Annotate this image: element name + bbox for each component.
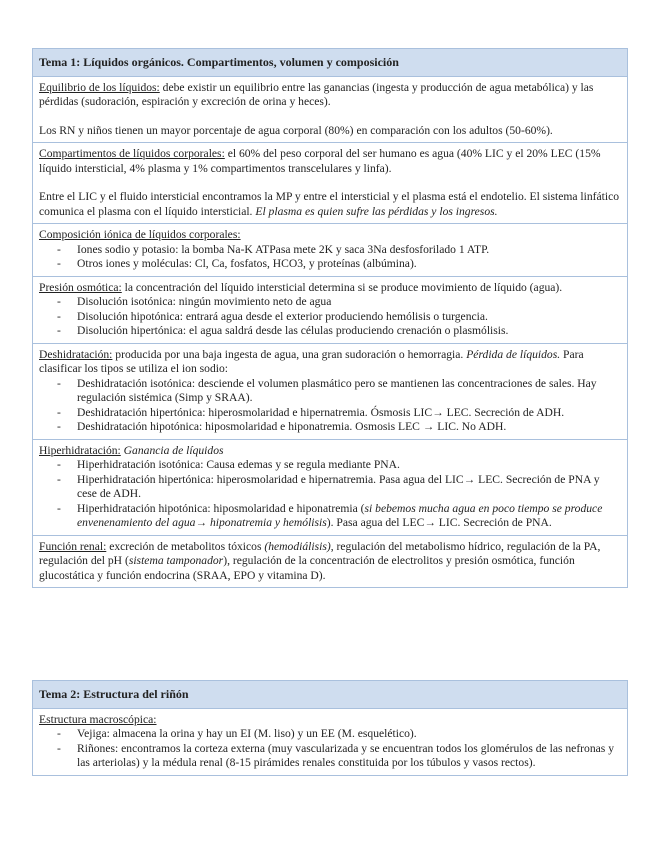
tema1-title: Tema 1: Líquidos orgánicos. Compartimentos, volumen y composición <box>33 49 627 77</box>
list-item: - Deshidratación hipotónica: hiposmolaridad e hiponatremia. Osmosis LEC → LIC. No ADH. <box>57 420 621 435</box>
hiperhidratacion-heading-italic: Ganancia de líquidos <box>120 443 224 457</box>
funcion-i1: (hemodiálisis) <box>264 539 331 553</box>
compartimentos-heading: Compartimentos de líquidos corporales: <box>39 147 225 160</box>
list-item: - Otros iones y moléculas: Cl, Ca, fosfatos, HCO3, y proteínas (albúmina). <box>57 257 621 272</box>
section-presion <box>33 276 627 343</box>
section-equilibrio <box>33 77 627 143</box>
composicion-heading: Composición iónica de líquidos corporales: <box>39 228 241 241</box>
macro-heading: Estructura macroscópica: <box>39 712 157 726</box>
list-item <box>57 502 621 531</box>
list-item: - Disolución hipertónica: el agua saldrá desde las células produciendo crenación o plasmólisis. <box>57 324 621 339</box>
presion-text: la concentración del líquido intersticial determina si se produce movimiento de líquido (agua). <box>121 280 563 294</box>
equilibrio-text: debe existir un equilibrio entre las ganancias (ingesta y producción de agua metabólica) y las pérdidas (sudoración, espiración y excreción de orina y heces). <box>39 80 594 108</box>
section-hiperhidratacion <box>33 439 627 535</box>
macro-list <box>39 727 621 771</box>
composicion-list <box>39 243 621 272</box>
list-item: - Deshidratación hipertónica: hiperosmolaridad e hipernatremia. Ósmosis LIC→ LEC. Secreción de ADH. <box>57 406 621 421</box>
hiperhidratacion-paragraph <box>39 444 621 459</box>
compartimentos-text: el 60% del peso corporal del ser humano es agua (40% LIC y el 20% LEC (15% líquido intersticial, 4% plasma y 1% compartimentos transcelulares y linfa). <box>39 147 601 175</box>
equilibrio-heading: Equilibrio de los líquidos: <box>39 80 160 94</box>
item3-text-b: ). Pasa agua del LEC→ LIC. Secreción de PNA. <box>326 516 552 529</box>
list-item: - Disolución hipotónica: entrará agua desde el exterior produciendo hemólisis o turgencia. <box>57 310 621 325</box>
equilibrio-paragraph <box>39 81 621 110</box>
deshidratacion-text: producida por una baja ingesta de agua, una gran sudoración o hemorragia. <box>112 347 467 361</box>
section-compartimentos <box>33 142 627 223</box>
list-item: - Riñones: encontramos la corteza externa (muy vascularizada y se encuentran todos los glomérulos de las nefronas y las arteriolas) y la médula renal (8-15 pirámides renales constituida por los túbulos y vasos rectos). <box>57 742 621 771</box>
list-item: - Hiperhidratación isotónica: Causa edemas y se regula mediante PNA. <box>57 458 621 473</box>
list-item: - Vejiga: almacena la orina y hay un EI (M. liso) y un EE (M. esquelético). <box>57 727 621 742</box>
presion-paragraph <box>39 281 621 296</box>
funcion-t3: ), regulación de la concentración de electrolitos y presión osmótica, función glucostática y función endocrina (SRAA, EPO y vitamina D). <box>39 554 575 582</box>
compartimentos-para2: Entre el LIC y el fluido intersticial encontramos la MP y entre el intersticial y el plasma está el endotelio. El sistema linfático comunica el plasma con el líquido intersticial. <box>39 190 620 218</box>
deshidratacion-text-italic: Pérdida de líquidos. <box>466 347 561 361</box>
presion-list <box>39 295 621 339</box>
compartimentos-paragraph-2 <box>39 190 621 219</box>
item3-text-a: Hiperhidratación hipotónica: hiposmolaridad e hiponatremia ( <box>77 501 365 515</box>
hiperhidratacion-list <box>39 458 621 531</box>
deshidratacion-paragraph <box>39 348 621 377</box>
section-funcion-renal <box>33 535 627 588</box>
tema1-table <box>32 48 628 588</box>
equilibrio-paragraph-2: Los RN y niños tienen un mayor porcentaje de agua corporal (80%) en comparación con los adultos (50-60%). <box>39 123 553 137</box>
funcion-heading: Función renal: <box>39 539 107 553</box>
section-composicion <box>33 223 627 276</box>
section-deshidratacion <box>33 343 627 439</box>
funcion-t2: , regulación del metabolismo hídrico, regulación de la PA, regulación del pH ( <box>39 539 601 567</box>
section-macroscopica <box>33 709 627 775</box>
deshidratacion-list <box>39 377 621 435</box>
compartimentos-paragraph <box>39 147 621 176</box>
list-item: - Deshidratación isotónica: desciende el volumen plasmático pero se mantienen las concentraciones de sales. Hay regulación sistémica (Simp y SRAA). <box>57 377 621 406</box>
list-item: - Hiperhidratación hipertónica: hiperosmolaridad e hipernatremia. Pasa agua del LIC→ LEC. Secreción de PNA y cese de ADH. <box>57 473 621 502</box>
compartimentos-para2-italic: El plasma es quien sufre las pérdidas y los ingresos. <box>255 204 498 218</box>
list-item: - Disolución isotónica: ningún movimiento neto de agua <box>57 295 621 310</box>
funcion-paragraph <box>39 540 621 584</box>
list-item: - Iones sodio y potasio: la bomba Na-K ATPasa mete 2K y saca 3Na desfosforilado 1 ATP. <box>57 243 621 258</box>
item3-text-italic: si bebemos mucha agua en poco tiempo se produce envenenamiento del agua→ hiponatremia y hemólisis <box>77 501 603 529</box>
tema2-table <box>32 680 628 776</box>
tema2-title: Tema 2: Estructura del riñón <box>33 681 627 709</box>
deshidratacion-heading: Deshidratación: <box>39 347 113 361</box>
hiperhidratacion-heading: Hiperhidratación: <box>39 443 121 457</box>
presion-heading: Presión osmótica: <box>39 280 122 294</box>
funcion-t1: excreción de metabolitos tóxicos <box>106 539 265 553</box>
funcion-i2: sistema tamponador <box>128 554 224 567</box>
deshidratacion-text-2: Para clasificar los tipos se utiliza el ion sodio: <box>39 347 584 375</box>
